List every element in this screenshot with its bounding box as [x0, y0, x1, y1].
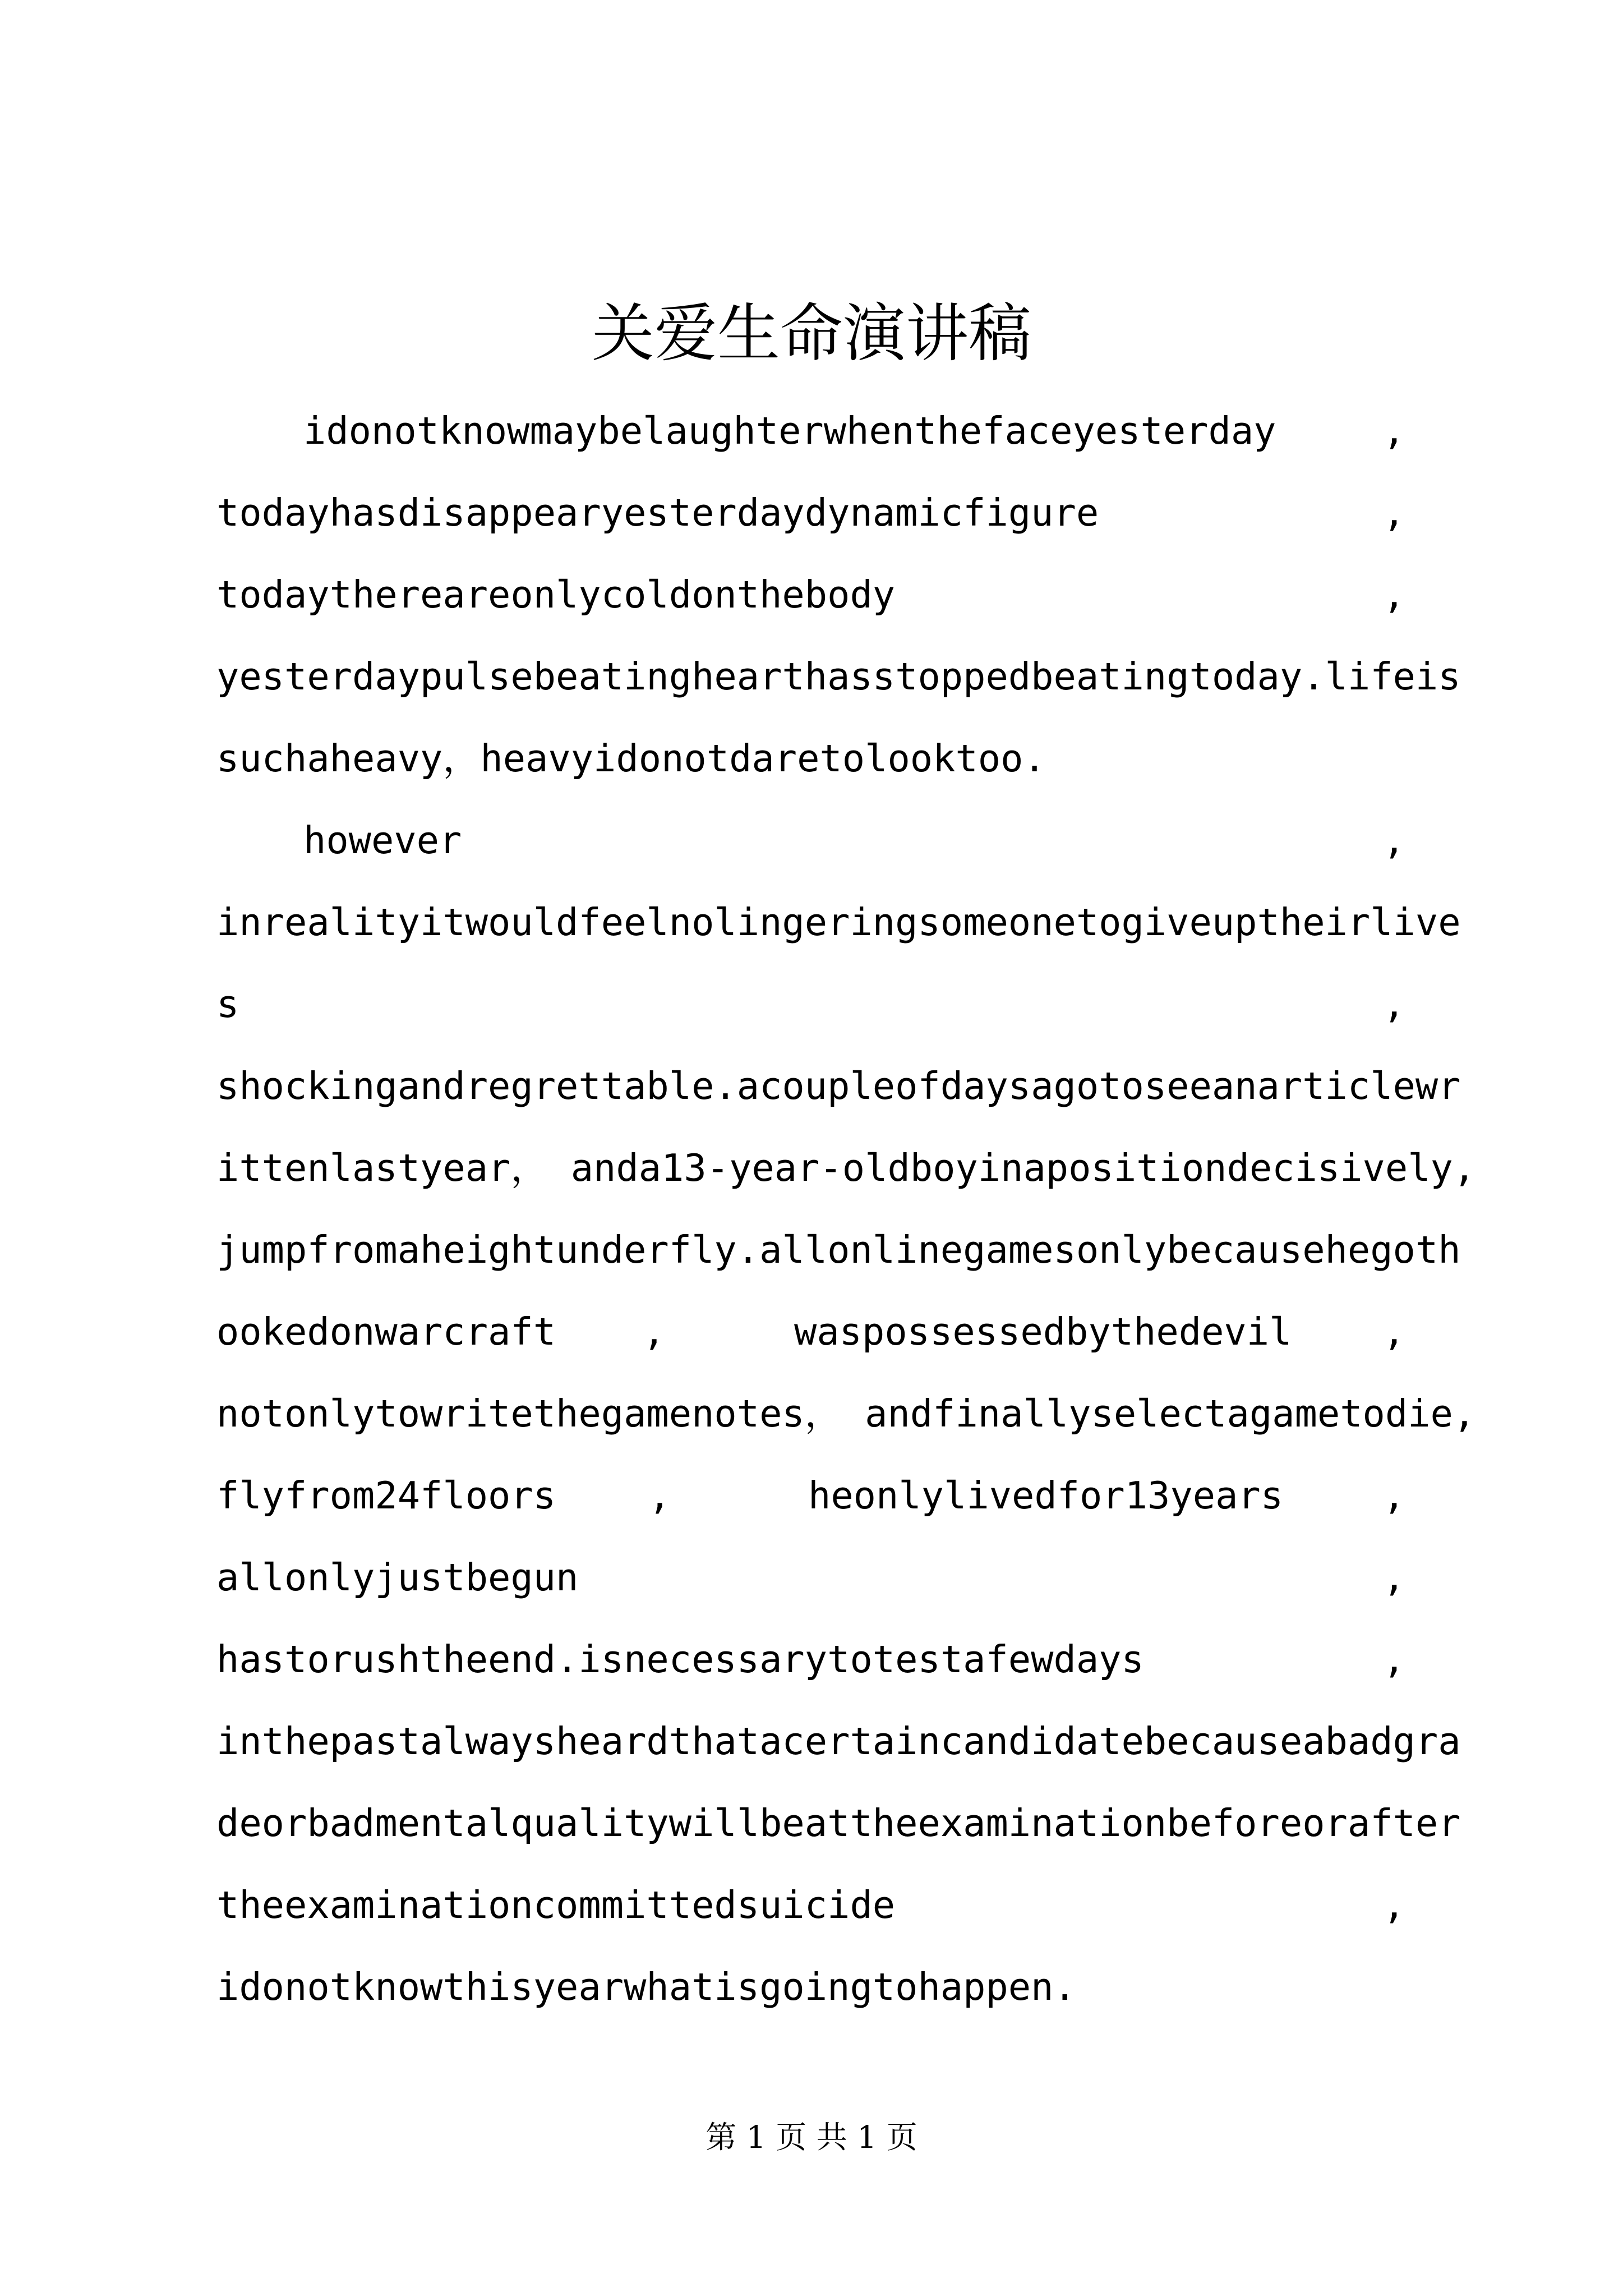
- line-text: however: [303, 818, 462, 862]
- line-punctuation: ,: [643, 1310, 666, 1354]
- text-line: [216, 1209, 1461, 1291]
- text-line: [216, 1045, 1461, 1127]
- text-line: [216, 1782, 1461, 1864]
- text-line: [216, 472, 1417, 554]
- line-text: jumpfromaheightunderfly.allonlinegamesonlybecausehegoth: [216, 1228, 1461, 1272]
- line-text: s: [216, 982, 239, 1026]
- line-text: allonlyjustbegun: [216, 1556, 579, 1599]
- text-line: [216, 881, 1461, 963]
- line-text: inthepastalwaysheardthatacertaincandidatebecauseabadgra: [216, 1719, 1461, 1763]
- line-punctuation: ,: [1382, 1310, 1405, 1354]
- line-text: theexaminationcommittedsuicide: [216, 1883, 896, 1927]
- line-punctuation: ,: [1382, 1474, 1405, 1517]
- text-line: [216, 1127, 1476, 1209]
- line-punctuation: ,: [1382, 1883, 1405, 1927]
- line-text: heonlylivedfor13years: [808, 1474, 1284, 1517]
- line-text: inrealityitwouldfeelnolingeringsomeonetogiveuptheirlive: [216, 900, 1461, 944]
- line-text: suchaheavy，heavyidonotdaretolooktoo.: [216, 737, 1046, 780]
- line-text: idonotknowthisyearwhatisgoingtohappen.: [216, 1965, 1076, 2009]
- text-line: [216, 636, 1461, 717]
- text-line: [216, 1536, 1417, 1618]
- line-text: hastorushtheend.isnecessarytotestafewdays: [216, 1637, 1144, 1681]
- line-punctuation: ,: [1382, 1637, 1405, 1681]
- text-line: [216, 1946, 1417, 2028]
- text-line: [216, 1864, 1417, 1946]
- line-text: deorbadmentalqualitywillbeattheexaminationbeforeorafter: [216, 1801, 1461, 1845]
- text-line: [216, 1291, 1417, 1373]
- line-text: idonotknowmaybelaughterwhenthefaceyesterday: [303, 409, 1276, 453]
- document-title: 关爱生命演讲稿: [592, 297, 1031, 370]
- line-punctuation: ,: [1382, 1556, 1405, 1599]
- line-punctuation: ,: [1382, 818, 1405, 862]
- document-body: [216, 390, 1476, 2028]
- line-punctuation: ,: [1382, 982, 1405, 1026]
- line-text: todaythereareonlycoldonthebody: [216, 573, 896, 616]
- text-line: [216, 390, 1417, 472]
- text-line: [216, 799, 1417, 881]
- text-line: [216, 1373, 1476, 1455]
- line-text: ookedonwarcraft: [216, 1310, 556, 1354]
- text-line: [216, 963, 1417, 1045]
- line-text: waspossessedbythedevil: [794, 1310, 1292, 1354]
- line-punctuation: ,: [1382, 409, 1405, 453]
- line-text: notonlytowritethegamenotes， andfinallyselectagametodie,: [216, 1392, 1476, 1435]
- line-text: ittenlastyear， anda13-year-oldboyinapositiondecisively,: [216, 1146, 1476, 1190]
- text-line: [216, 1618, 1417, 1700]
- line-text: flyfrom24floors: [216, 1474, 556, 1517]
- page-footer: 第 1 页 共 1 页: [706, 2119, 917, 2155]
- line-punctuation: ,: [1382, 491, 1405, 535]
- text-line: [216, 554, 1417, 636]
- line-text: yesterdaypulsebeatinghearthasstoppedbeatingtoday.lifeis: [216, 655, 1461, 698]
- line-text: shockingandregrettable.acoupleofdaysagotoseeanarticlewr: [216, 1064, 1461, 1108]
- text-line: [216, 717, 1417, 799]
- line-text: todayhasdisappearyesterdaydynamicfigure: [216, 491, 1099, 535]
- line-punctuation: ,: [648, 1474, 671, 1517]
- line-punctuation: ,: [1382, 573, 1405, 616]
- text-line: [216, 1455, 1417, 1536]
- text-line: [216, 1700, 1461, 1782]
